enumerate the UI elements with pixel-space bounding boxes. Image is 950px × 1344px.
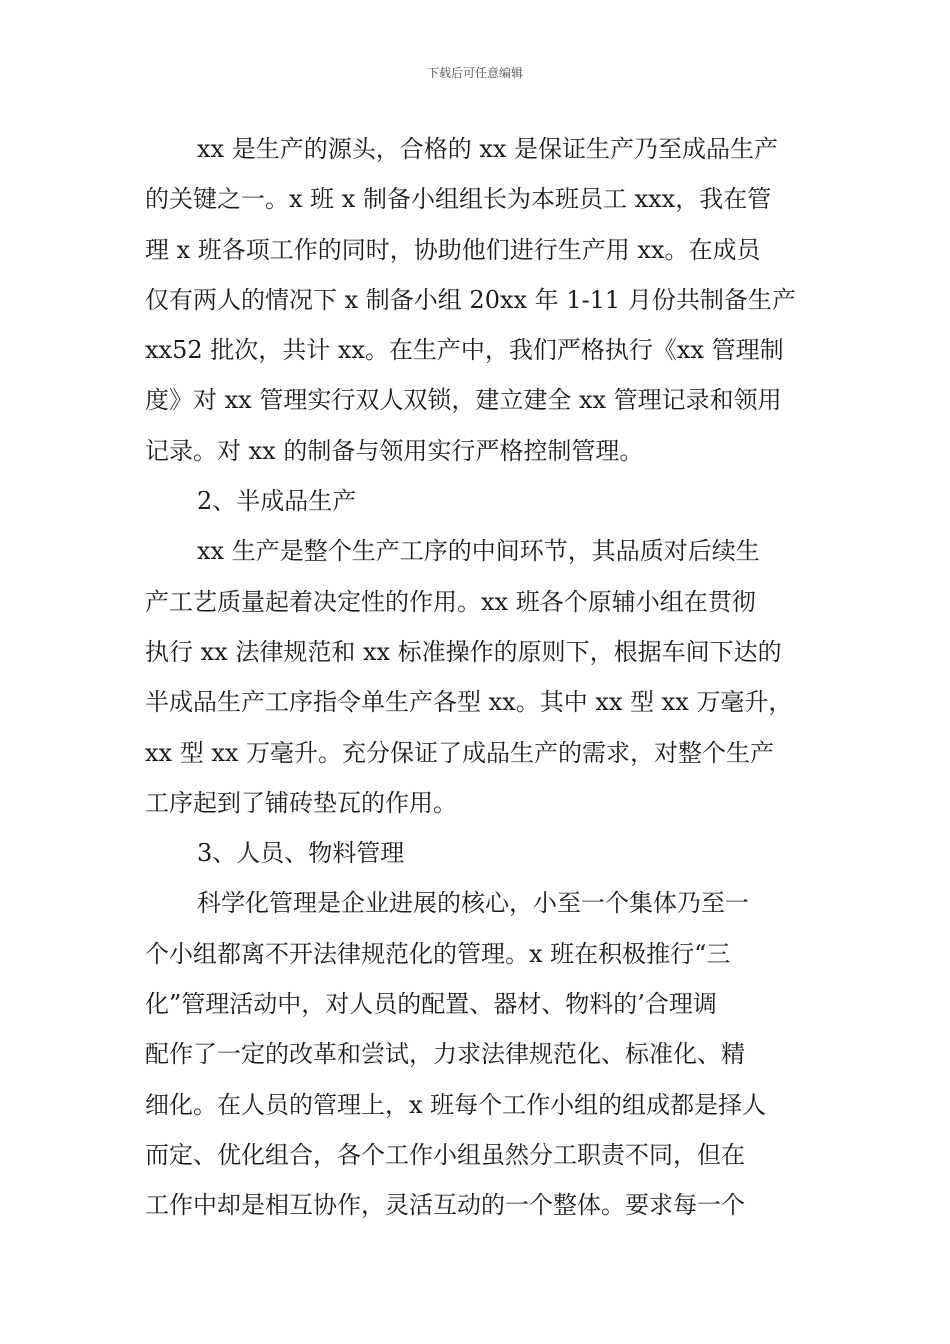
text-line: 工序起到了铺砖垫瓦的作用。	[145, 788, 457, 817]
text-line: xx 生产是整个生产工序的中间环节，其品质对后续生	[197, 537, 760, 566]
section-heading: 3、人员、物料管理	[197, 839, 405, 868]
section-heading: 2、半成品生产	[197, 487, 357, 516]
text-line: 理 x 班各项工作的同时，协助他们进行生产用 xx。在成员	[145, 235, 761, 264]
text-line: 配作了一定的改革和尝试，力求法律规范化、标准化、精	[145, 1040, 745, 1069]
text-line: 工作中却是相互协作，灵活互动的一个整体。要求每一个	[145, 1191, 745, 1220]
text-line: xx 型 xx 万毫升。充分保证了成品生产的需求，对整个生产	[145, 738, 775, 767]
page-header: 下载后可任意编辑	[426, 66, 523, 80]
text-line: xx52 批次，共计 xx。在生产中，我们严格执行《xx 管理制	[145, 336, 784, 365]
text-line: 执行 xx 法律规范和 xx 标准操作的原则下，根据车间下达的	[145, 637, 782, 666]
text-line: 半成品生产工序指令单生产各型 xx。其中 xx 型 xx 万毫升，	[145, 688, 793, 717]
text-line: 化”管理活动中，对人员的配置、器材、物料的’合理调	[145, 990, 717, 1019]
text-line: 度》对 xx 管理实行双人双锁，建立建全 xx 管理记录和领用	[145, 386, 782, 415]
text-line: 产工艺质量起着决定性的作用。xx 班各个原辅小组在贯彻	[145, 587, 756, 616]
text-line: 科学化管理是企业进展的核心，小至一个集体乃至一	[197, 889, 749, 918]
document-body	[145, 124, 825, 1231]
text-line: xx 是生产的源头，合格的 xx 是保证生产乃至成品生产	[197, 135, 779, 163]
text-line: 细化。在人员的管理上，x 班每个工作小组的组成都是择人	[145, 1090, 767, 1119]
text-line: 仅有两人的情况下 x 制备小组 20xx 年 1-11 月份共制备生产	[145, 285, 796, 314]
text-line: 而定、优化组合，各个工作小组虽然分工职责不同，但在	[145, 1140, 745, 1169]
text-line: 的关键之一。x 班 x 制备小组组长为本班员工 xxx，我在管	[145, 185, 772, 214]
text-line: 记录。对 xx 的制备与领用实行严格控制管理。	[145, 436, 644, 465]
text-line: 个小组都离不开法律规范化的管理。x 班在积极推行“三	[145, 939, 731, 968]
